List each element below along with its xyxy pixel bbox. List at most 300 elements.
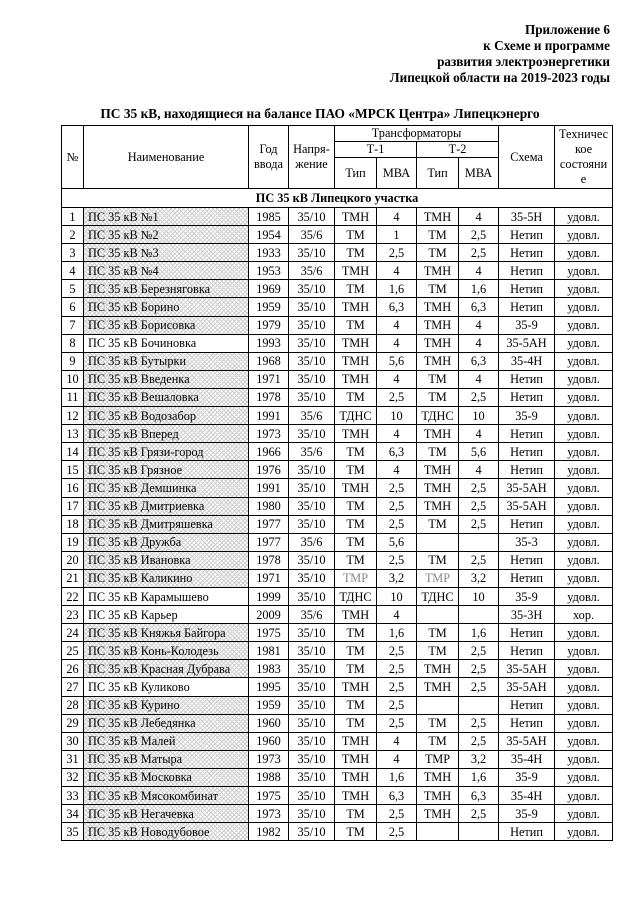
table-row (62, 515, 613, 533)
cell-t1-mva: 2,5 (377, 714, 417, 732)
cell-t2-mva: 10 (459, 407, 499, 425)
cell-t2-mva: 6,3 (459, 352, 499, 370)
cell-scheme: 35-4Н (499, 750, 555, 768)
cell-voltage: 35/6 (289, 533, 335, 551)
cell-t2-type: ТМ (417, 551, 459, 569)
cell-name: ПС 35 кВ Грязное (84, 461, 249, 479)
cell-t2-type: ТМН (417, 352, 459, 370)
table-row (62, 244, 613, 262)
cell-t2-type: ТМН (417, 316, 459, 334)
cell-year: 1975 (249, 787, 289, 805)
cell-t2-mva: 10 (459, 587, 499, 605)
cell-t2-mva: 2,5 (459, 660, 499, 678)
cell-voltage: 35/10 (289, 497, 335, 515)
cell-year: 1975 (249, 624, 289, 642)
header-voltage: Напря- жение (289, 126, 335, 189)
cell-t1-type: ТМ (335, 805, 377, 823)
table-row (62, 587, 613, 605)
cell-t1-type: ТДНС (335, 587, 377, 605)
table-row (62, 479, 613, 497)
cell-num: 18 (62, 515, 84, 533)
cell-num: 22 (62, 587, 84, 605)
cell-name: ПС 35 кВ Дмитриевка (84, 497, 249, 515)
cell-t2-type: ТМН (417, 660, 459, 678)
cell-name: ПС 35 кВ Лебедянка (84, 714, 249, 732)
cell-name: ПС 35 кВ Негачевка (84, 805, 249, 823)
cell-voltage: 35/10 (289, 479, 335, 497)
cell-num: 11 (62, 388, 84, 406)
cell-t1-mva: 4 (377, 316, 417, 334)
cell-t1-type: ТМ (335, 624, 377, 642)
cell-t2-type: ТМН (417, 262, 459, 280)
cell-scheme: Нетип (499, 696, 555, 714)
cell-scheme: Нетип (499, 714, 555, 732)
table-row (62, 606, 613, 624)
cell-t2-type: ТМР (417, 750, 459, 768)
cell-scheme: Нетип (499, 624, 555, 642)
substation-table (61, 125, 613, 841)
cell-num: 26 (62, 660, 84, 678)
cell-scheme: 35-5АН (499, 678, 555, 696)
table-row (62, 407, 613, 425)
cell-t1-type: ТДНС (335, 407, 377, 425)
cell-name: ПС 35 кВ Грязи-город (84, 443, 249, 461)
cell-t1-mva: 2,5 (377, 678, 417, 696)
cell-t1-mva: 2,5 (377, 696, 417, 714)
cell-year: 1983 (249, 660, 289, 678)
table-row (62, 678, 613, 696)
header-tech-state: Техничес кое состояни е (555, 126, 613, 189)
cell-t2-type: ТМН (417, 787, 459, 805)
cell-t2-mva: 1,6 (459, 624, 499, 642)
cell-scheme: 35-9 (499, 805, 555, 823)
cell-t1-type: ТМ (335, 696, 377, 714)
table-row (62, 642, 613, 660)
cell-state: удовл. (555, 425, 613, 443)
cell-state: удовл. (555, 497, 613, 515)
header-t2: Т-2 (417, 142, 499, 158)
cell-name: ПС 35 кВ Демшинка (84, 479, 249, 497)
cell-year: 1985 (249, 208, 289, 226)
cell-state: удовл. (555, 678, 613, 696)
cell-voltage: 35/6 (289, 226, 335, 244)
cell-name: ПС 35 кВ Московка (84, 768, 249, 786)
cell-t2-mva: 3,2 (459, 750, 499, 768)
cell-voltage: 35/10 (289, 569, 335, 587)
cell-year: 1978 (249, 388, 289, 406)
cell-t2-mva: 2,5 (459, 678, 499, 696)
cell-t1-type: ТМ (335, 280, 377, 298)
cell-state: удовл. (555, 316, 613, 334)
cell-t2-type: ТМН (417, 208, 459, 226)
cell-t1-mva: 6,3 (377, 298, 417, 316)
cell-scheme: 35-5Н (499, 208, 555, 226)
cell-year: 1979 (249, 316, 289, 334)
cell-name: ПС 35 кВ Курино (84, 696, 249, 714)
cell-scheme: Нетип (499, 461, 555, 479)
table-row (62, 388, 613, 406)
cell-state: удовл. (555, 624, 613, 642)
cell-voltage: 35/10 (289, 750, 335, 768)
cell-state: удовл. (555, 334, 613, 352)
header-t1: Т-1 (335, 142, 417, 158)
cell-t2-type: ТМН (417, 479, 459, 497)
cell-voltage: 35/10 (289, 551, 335, 569)
cell-scheme: Нетип (499, 298, 555, 316)
cell-voltage: 35/10 (289, 787, 335, 805)
cell-t2-mva: 2,5 (459, 244, 499, 262)
table-row (62, 624, 613, 642)
cell-name: ПС 35 кВ Ивановка (84, 551, 249, 569)
cell-name: ПС 35 кВ Березняговка (84, 280, 249, 298)
cell-voltage: 35/10 (289, 425, 335, 443)
cell-scheme: 35-3 (499, 533, 555, 551)
cell-voltage: 35/10 (289, 642, 335, 660)
cell-state: удовл. (555, 642, 613, 660)
cell-t1-mva: 2,5 (377, 660, 417, 678)
cell-voltage: 35/6 (289, 443, 335, 461)
cell-t2-type: ТМН (417, 805, 459, 823)
cell-state: удовл. (555, 823, 613, 841)
cell-voltage: 35/10 (289, 696, 335, 714)
cell-name: ПС 35 кВ Введенка (84, 370, 249, 388)
cell-year: 1991 (249, 407, 289, 425)
cell-t2-mva: 4 (459, 316, 499, 334)
cell-year: 1960 (249, 732, 289, 750)
cell-t1-mva: 10 (377, 587, 417, 605)
cell-voltage: 35/10 (289, 823, 335, 841)
cell-name: ПС 35 кВ Карьер (84, 606, 249, 624)
header-t1-mva: МВА (377, 158, 417, 189)
cell-t2-mva: 2,5 (459, 805, 499, 823)
cell-t1-type: ТМ (335, 316, 377, 334)
cell-t1-type: ТМН (335, 425, 377, 443)
cell-scheme: Нетип (499, 370, 555, 388)
cell-t1-mva: 1,6 (377, 624, 417, 642)
cell-scheme: Нетип (499, 515, 555, 533)
cell-num: 33 (62, 787, 84, 805)
table-row (62, 823, 613, 841)
cell-scheme: 35-5АН (499, 479, 555, 497)
cell-num: 10 (62, 370, 84, 388)
table-row (62, 316, 613, 334)
cell-state: хор. (555, 606, 613, 624)
section-row (62, 189, 613, 208)
cell-voltage: 35/10 (289, 768, 335, 786)
cell-num: 2 (62, 226, 84, 244)
cell-t1-type: ТМ (335, 226, 377, 244)
cell-name: ПС 35 кВ Красная Дубрава (84, 660, 249, 678)
table-row (62, 714, 613, 732)
cell-scheme: Нетип (499, 280, 555, 298)
cell-t1-type: ТМ (335, 461, 377, 479)
cell-voltage: 35/10 (289, 587, 335, 605)
cell-t2-mva (459, 606, 499, 624)
cell-t1-mva: 4 (377, 370, 417, 388)
cell-year: 1966 (249, 443, 289, 461)
cell-scheme: Нетип (499, 244, 555, 262)
cell-scheme: Нетип (499, 823, 555, 841)
cell-t2-type (417, 696, 459, 714)
cell-state: удовл. (555, 208, 613, 226)
cell-scheme: 35-9 (499, 407, 555, 425)
cell-voltage: 35/10 (289, 461, 335, 479)
cell-t1-mva: 5,6 (377, 533, 417, 551)
cell-t2-type (417, 606, 459, 624)
cell-t1-mva: 3,2 (377, 569, 417, 587)
cell-num: 27 (62, 678, 84, 696)
cell-t1-mva: 2,5 (377, 244, 417, 262)
cell-state: удовл. (555, 750, 613, 768)
cell-name: ПС 35 кВ Карамышево (84, 587, 249, 605)
cell-t1-mva: 6,3 (377, 787, 417, 805)
cell-state: удовл. (555, 533, 613, 551)
table-row (62, 443, 613, 461)
cell-state: удовл. (555, 714, 613, 732)
cell-t1-mva: 6,3 (377, 443, 417, 461)
cell-name: ПС 35 кВ Вперед (84, 425, 249, 443)
cell-t1-type: ТМР (335, 569, 377, 587)
appendix-line-3: развития электроэнергетики (437, 54, 610, 69)
cell-scheme: Нетип (499, 262, 555, 280)
cell-t1-mva: 10 (377, 407, 417, 425)
cell-state: удовл. (555, 696, 613, 714)
cell-t2-type (417, 533, 459, 551)
cell-num: 17 (62, 497, 84, 515)
cell-year: 1960 (249, 714, 289, 732)
cell-scheme: 35-9 (499, 768, 555, 786)
cell-num: 19 (62, 533, 84, 551)
cell-t2-mva: 4 (459, 370, 499, 388)
cell-num: 3 (62, 244, 84, 262)
cell-t2-mva: 6,3 (459, 787, 499, 805)
cell-num: 31 (62, 750, 84, 768)
cell-t2-type: ТМ (417, 515, 459, 533)
cell-t1-mva: 1,6 (377, 280, 417, 298)
cell-state: удовл. (555, 388, 613, 406)
cell-t2-mva: 2,5 (459, 714, 499, 732)
cell-name: ПС 35 кВ №1 (84, 208, 249, 226)
cell-t1-mva: 2,5 (377, 823, 417, 841)
table-row (62, 425, 613, 443)
cell-year: 1954 (249, 226, 289, 244)
cell-num: 24 (62, 624, 84, 642)
cell-num: 13 (62, 425, 84, 443)
cell-t1-mva: 4 (377, 425, 417, 443)
cell-num: 28 (62, 696, 84, 714)
cell-name: ПС 35 кВ Водозабор (84, 407, 249, 425)
cell-t1-mva: 4 (377, 262, 417, 280)
cell-state: удовл. (555, 262, 613, 280)
cell-t2-type: ТМН (417, 425, 459, 443)
cell-voltage: 35/6 (289, 407, 335, 425)
table-header (62, 126, 613, 189)
cell-year: 1971 (249, 370, 289, 388)
cell-state: удовл. (555, 515, 613, 533)
cell-scheme: 35-5АН (499, 497, 555, 515)
cell-num: 5 (62, 280, 84, 298)
cell-voltage: 35/10 (289, 334, 335, 352)
cell-t1-type: ТМ (335, 714, 377, 732)
cell-voltage: 35/10 (289, 805, 335, 823)
cell-t2-mva: 2,5 (459, 732, 499, 750)
cell-t1-type: ТМ (335, 551, 377, 569)
table-row (62, 352, 613, 370)
cell-t2-mva: 6,3 (459, 298, 499, 316)
cell-state: удовл. (555, 298, 613, 316)
cell-voltage: 35/6 (289, 262, 335, 280)
cell-t2-mva: 2,5 (459, 515, 499, 533)
cell-t2-mva: 2,5 (459, 497, 499, 515)
cell-scheme: Нетип (499, 443, 555, 461)
cell-t1-type: ТМН (335, 208, 377, 226)
cell-num: 15 (62, 461, 84, 479)
cell-t2-type (417, 823, 459, 841)
cell-year: 1953 (249, 262, 289, 280)
cell-scheme: 35-5АН (499, 660, 555, 678)
header-year: Год ввода (249, 126, 289, 189)
cell-t1-type: ТМ (335, 244, 377, 262)
table-row (62, 750, 613, 768)
cell-state: удовл. (555, 407, 613, 425)
cell-t2-mva: 2,5 (459, 551, 499, 569)
cell-voltage: 35/10 (289, 624, 335, 642)
cell-num: 12 (62, 407, 84, 425)
cell-t1-type: ТМН (335, 334, 377, 352)
cell-num: 6 (62, 298, 84, 316)
cell-t2-type: ТМ (417, 370, 459, 388)
appendix-line-2: к Схеме и программе (483, 38, 610, 53)
table-row (62, 660, 613, 678)
cell-state: удовл. (555, 461, 613, 479)
cell-t2-type: ТМР (417, 569, 459, 587)
cell-state: удовл. (555, 587, 613, 605)
table-row (62, 533, 613, 551)
cell-voltage: 35/10 (289, 298, 335, 316)
cell-t2-type: ТМ (417, 642, 459, 660)
table-row (62, 370, 613, 388)
header-t2-mva: МВА (459, 158, 499, 189)
cell-voltage: 35/10 (289, 732, 335, 750)
cell-scheme: 35-9 (499, 587, 555, 605)
header-transformers: Трансформаторы (335, 126, 499, 142)
cell-voltage: 35/10 (289, 714, 335, 732)
cell-t2-mva: 4 (459, 461, 499, 479)
cell-t1-type: ТМН (335, 370, 377, 388)
cell-year: 1991 (249, 479, 289, 497)
cell-name: ПС 35 кВ Мясокомбинат (84, 787, 249, 805)
cell-scheme: Нетип (499, 388, 555, 406)
cell-year: 1968 (249, 352, 289, 370)
header-num: № (62, 126, 84, 189)
cell-year: 1973 (249, 425, 289, 443)
cell-name: ПС 35 кВ Каликино (84, 569, 249, 587)
page-title: ПС 35 кВ, находящиеся на балансе ПАО «МРСК Центра» Липецкэнерго (100, 106, 540, 121)
cell-t2-type: ТМН (417, 497, 459, 515)
cell-num: 20 (62, 551, 84, 569)
cell-year: 1973 (249, 805, 289, 823)
cell-name: ПС 35 кВ Малей (84, 732, 249, 750)
cell-t1-mva: 4 (377, 461, 417, 479)
cell-t2-type: ТМ (417, 732, 459, 750)
cell-num: 8 (62, 334, 84, 352)
cell-t2-type: ТДНС (417, 587, 459, 605)
table-row (62, 569, 613, 587)
table-row (62, 787, 613, 805)
cell-t2-mva: 4 (459, 208, 499, 226)
cell-t1-type: ТМ (335, 515, 377, 533)
cell-name: ПС 35 кВ Дмитряшевка (84, 515, 249, 533)
cell-t1-type: ТМ (335, 533, 377, 551)
cell-t2-type: ТМ (417, 226, 459, 244)
cell-name: ПС 35 кВ №3 (84, 244, 249, 262)
cell-year: 1988 (249, 768, 289, 786)
cell-state: удовл. (555, 569, 613, 587)
cell-t2-mva: 2,5 (459, 642, 499, 660)
cell-num: 29 (62, 714, 84, 732)
cell-t2-mva: 5,6 (459, 443, 499, 461)
cell-scheme: Нетип (499, 642, 555, 660)
cell-voltage: 35/6 (289, 606, 335, 624)
cell-scheme: 35-4Н (499, 352, 555, 370)
cell-name: ПС 35 кВ №2 (84, 226, 249, 244)
cell-t1-mva: 2,5 (377, 497, 417, 515)
cell-t2-type: ТМ (417, 714, 459, 732)
cell-state: удовл. (555, 352, 613, 370)
cell-t2-mva: 1,6 (459, 280, 499, 298)
cell-scheme: 35-3Н (499, 606, 555, 624)
cell-num: 35 (62, 823, 84, 841)
cell-t1-type: ТМН (335, 768, 377, 786)
cell-scheme: Нетип (499, 569, 555, 587)
header-name: Наименование (84, 126, 249, 189)
cell-name: ПС 35 кВ Бочиновка (84, 334, 249, 352)
cell-year: 1999 (249, 587, 289, 605)
cell-t2-mva: 2,5 (459, 226, 499, 244)
cell-t2-mva: 4 (459, 334, 499, 352)
cell-name: ПС 35 кВ Матыра (84, 750, 249, 768)
cell-state: удовл. (555, 551, 613, 569)
cell-voltage: 35/10 (289, 660, 335, 678)
cell-state: удовл. (555, 805, 613, 823)
cell-year: 1978 (249, 551, 289, 569)
cell-voltage: 35/10 (289, 388, 335, 406)
cell-year: 1982 (249, 823, 289, 841)
cell-state: удовл. (555, 226, 613, 244)
table-row (62, 262, 613, 280)
cell-t1-mva: 2,5 (377, 479, 417, 497)
cell-voltage: 35/10 (289, 370, 335, 388)
cell-t2-type: ТМН (417, 298, 459, 316)
table-row (62, 226, 613, 244)
cell-t1-type: ТМ (335, 823, 377, 841)
cell-name: ПС 35 кВ №4 (84, 262, 249, 280)
cell-year: 1959 (249, 298, 289, 316)
cell-t2-mva (459, 696, 499, 714)
cell-num: 1 (62, 208, 84, 226)
cell-name: ПС 35 кВ Новодубовое (84, 823, 249, 841)
cell-t2-type: ТМН (417, 678, 459, 696)
cell-year: 1977 (249, 515, 289, 533)
cell-num: 30 (62, 732, 84, 750)
table-row (62, 334, 613, 352)
cell-t1-mva: 1 (377, 226, 417, 244)
cell-t1-mva: 4 (377, 732, 417, 750)
cell-t2-type: ТМ (417, 244, 459, 262)
cell-year: 1933 (249, 244, 289, 262)
cell-t1-mva: 5,6 (377, 352, 417, 370)
table-row (62, 805, 613, 823)
